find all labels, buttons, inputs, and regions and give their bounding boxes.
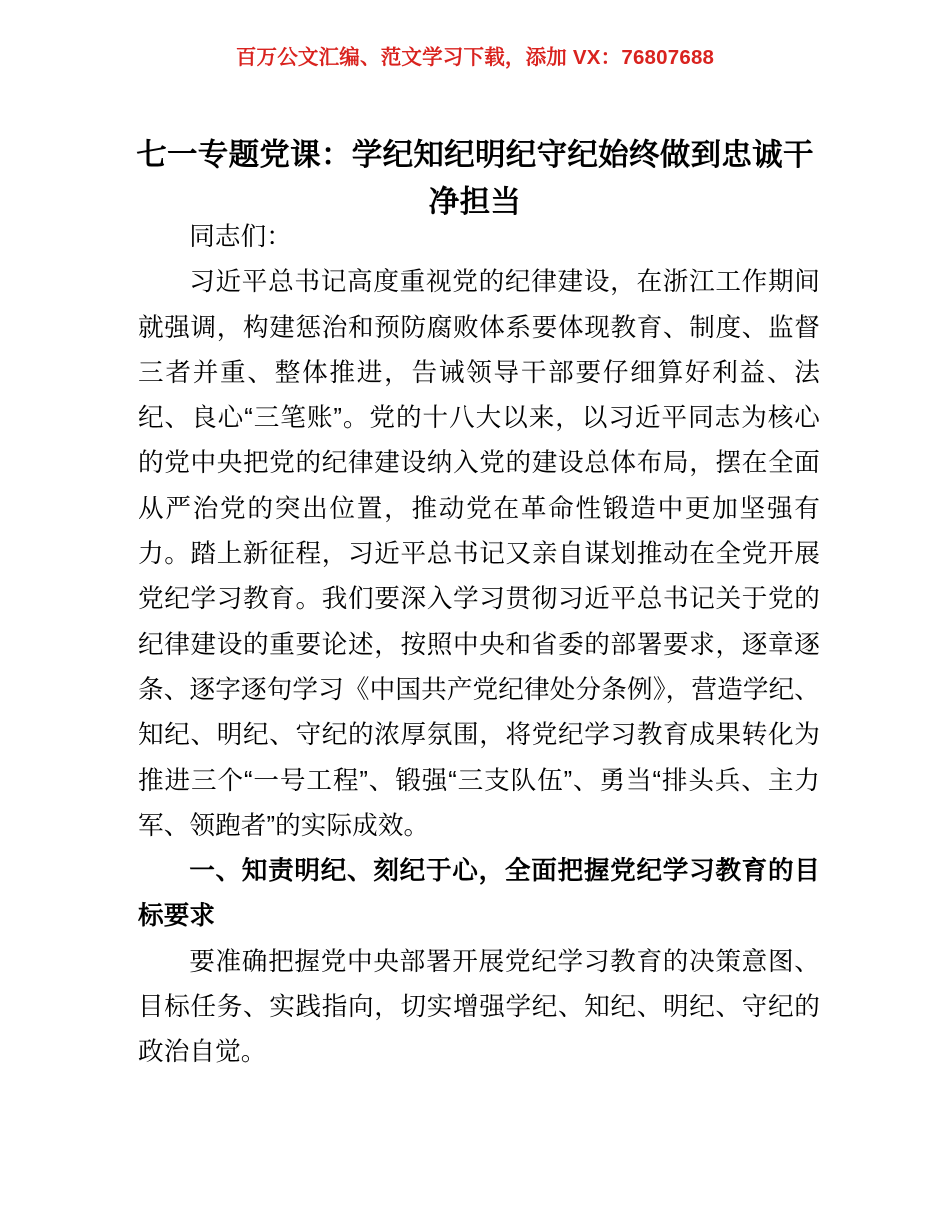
promo-watermark-header: 百万公文汇编、范文学习下载，添加 VX：76807688 <box>235 46 715 69</box>
section-heading-1: 一、知责明纪、刻纪于心，全面把握党纪学习教育的目标要求 <box>138 857 820 931</box>
document-body <box>138 215 820 1076</box>
body-paragraph-1: 习近平总书记高度重视党的纪律建设，在浙江工作期间就强调，构建惩治和预防腐败体系要体现教育、制度、监督三者并重、整体推进，告诫领导干部要仔细算好利益、法纪、良心“三笔账”。党的十八大以来，以习近平同志为核心的党中央把党的纪律建设纳入党的建设总体布局，摆在全面从严治党的突出位置，推动党在革命性锻造中更加坚强有力。踏上新征程，习近平总书记又亲自谋划推动在全党开展党纪学习教育。我们要深入学习贯彻习近平总书记关于党的纪律建设的重要论述，按照中央和省委的部署要求，逐章逐条、逐字逐句学习《中国共产党纪律处分条例》，营造学纪、知纪、明纪、守纪的浓厚氛围，将党纪学习教育成果转化为推进三个“一号工程”、锻强“三支队伍”、勇当“排头兵、主力军、领跑者”的实际成效。 <box>138 268 820 840</box>
page-title: 七一专题党课：学纪知纪明纪守纪始终做到忠诚干净担当 <box>136 138 814 220</box>
body-paragraph-2: 要准确把握党中央部署开展党纪学习教育的决策意图、目标任务、实践指向，切实增强学纪、知纪、明纪、守纪的政治自觉。 <box>138 947 820 1067</box>
salutation-line: 同志们： <box>189 223 292 251</box>
